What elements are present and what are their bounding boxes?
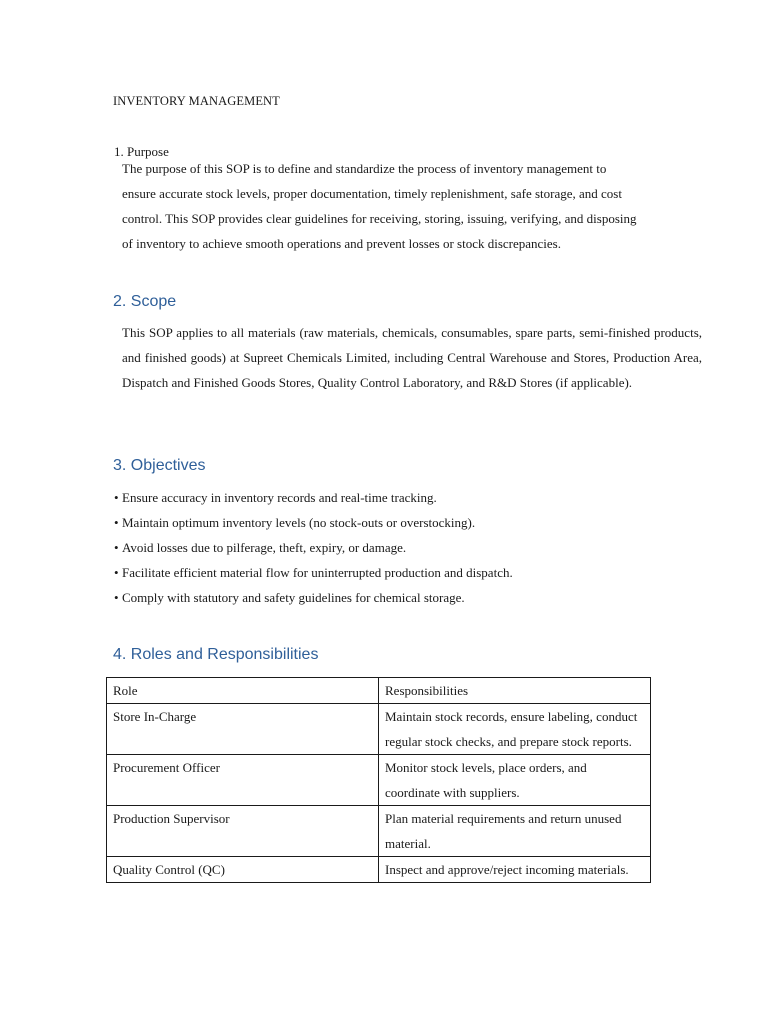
objective-text: Avoid losses due to pilferage, theft, expiry, or damage. [122,540,407,555]
role-cell: Store In-Charge [107,704,379,755]
scope-heading: 2. Scope [113,293,177,310]
list-item [114,510,513,535]
table-header-row [107,678,651,704]
responsibility-cell: Maintain stock records, ensure labeling, conduct regular stock checks, and prepare stock reports. [379,704,651,755]
objective-text: Facilitate efficient material flow for uninterrupted production and dispatch. [122,565,513,580]
scope-text: This SOP applies to all materials (raw materials, chemicals, consumables, spare parts, semi-finished products, and finished goods) at Supreet Chemicals Limited, including Central Warehouse and Stores, Production Area, Dispatch and Finished Goods Stores, Quality Control Laboratory, and R&D Stores (if applicable). [122,325,702,390]
bullet-icon: • [114,515,119,530]
role-cell: Quality Control (QC) [107,857,379,883]
document-title: INVENTORY MANAGEMENT [113,94,280,108]
table-row [107,806,651,857]
table-row [107,755,651,806]
purpose-line: ensure accurate stock levels, proper documentation, timely replenishment, safe storage, and cost [122,186,622,201]
list-item [114,535,513,560]
list-item [114,560,513,585]
objectives-heading: 3. Objectives [113,457,206,474]
column-header-role: Role [107,678,379,704]
table-row [107,857,651,883]
role-cell: Procurement Officer [107,755,379,806]
objective-text: Maintain optimum inventory levels (no stock-outs or overstocking). [122,515,476,530]
list-item [114,585,513,610]
objectives-list [114,485,513,610]
purpose-heading: 1. Purpose [114,144,169,159]
list-item [114,485,513,510]
purpose-line: The purpose of this SOP is to define and standardize the process of inventory management to [122,161,607,176]
objective-text: Comply with statutory and safety guidelines for chemical storage. [122,590,465,605]
column-header-responsibilities: Responsibilities [379,678,651,704]
roles-heading: 4. Roles and Responsibilities [113,646,319,663]
purpose-line: of inventory to achieve smooth operations and prevent losses or stock discrepancies. [122,236,561,251]
bullet-icon: • [114,590,119,605]
purpose-paragraph [122,156,706,256]
table-row [107,704,651,755]
purpose-line: control. This SOP provides clear guidelines for receiving, storing, issuing, verifying, and disposing [122,211,637,226]
role-cell: Production Supervisor [107,806,379,857]
objective-text: Ensure accuracy in inventory records and real-time tracking. [122,490,437,505]
scope-paragraph [122,320,702,395]
bullet-icon: • [114,565,119,580]
roles-table [106,677,651,883]
bullet-icon: • [114,490,119,505]
responsibility-cell: Monitor stock levels, place orders, and coordinate with suppliers. [379,755,651,806]
bullet-icon: • [114,540,119,555]
responsibility-cell: Inspect and approve/reject incoming materials. [379,857,651,883]
responsibility-cell: Plan material requirements and return unused material. [379,806,651,857]
